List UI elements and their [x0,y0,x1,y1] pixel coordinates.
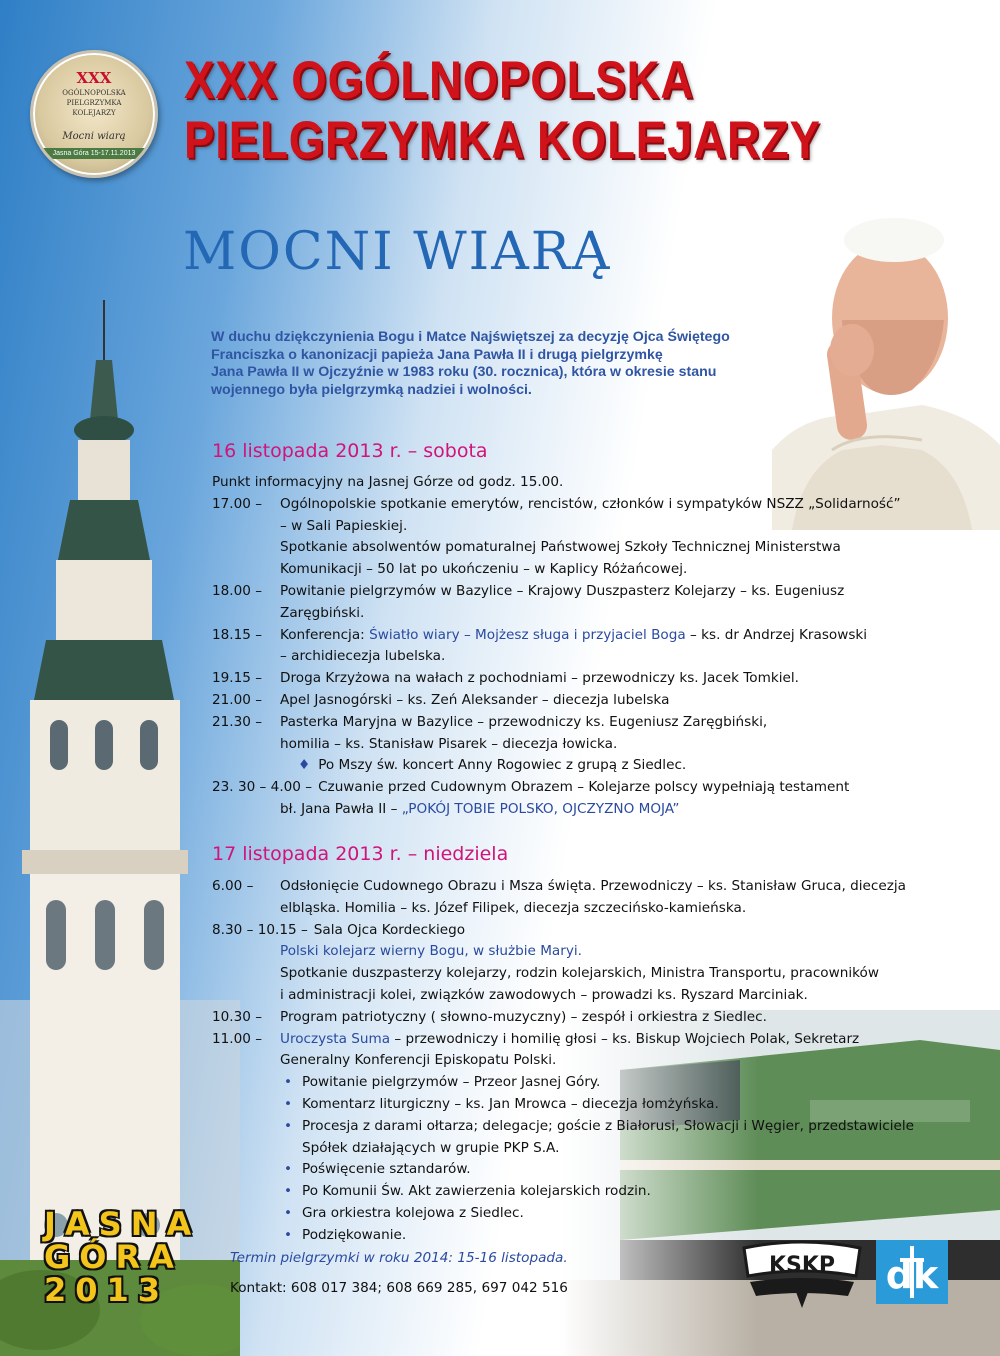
motto: MOCNI WIARĄ [183,222,612,282]
badge-roman: XXX [76,69,112,87]
schedule-item [212,920,992,942]
item-text: Czuwanie przed Cudownym Obrazem – Kolejarze polscy wypełniają testament [318,779,850,796]
item-cont: Spotkanie duszpasterzy kolejarzy, rodzin kolejarskich, Ministra Transportu, pracowników [280,965,879,982]
item-post: – przewodniczy i homilię głosi – ks. Biskup Wojciech Polak, Sekretarz [390,1030,860,1047]
item-cont: Zaręgbiński. [280,604,365,621]
item-time: 21.30 – [212,713,263,730]
item-time: 11.00 – [212,1030,263,1047]
item-text: Pasterka Maryjna w Bazylice – przewodniczy ks. Eugeniusz Zaręgbiński, [280,713,768,730]
item-text: Ogólnopolskie spotkanie emerytów, rencistów, członków i sympatyków NSZZ „Solidarność” [280,495,901,512]
item-time: 6.00 – [212,878,254,894]
concert-text: Po Mszy św. koncert Anny Rogowiec z grupą z Siedlec. [318,757,687,774]
day1-schedule [212,472,992,821]
bullet-item [212,1203,992,1225]
item-pre: Konferencja: [280,626,370,643]
kskp-logo-text: KSKP [768,1253,836,1278]
item-text: Apel Jasnogórski – ks. Zeń Aleksander – diecezja lubelska [280,691,670,708]
bullet-text: Po Komunii Św. Akt zawierzenia kolejarskich rodzin. [302,1183,651,1200]
item-highlight: Polski kolejarz wierny Bogu, w służbie Maryi. [280,943,582,960]
bullet-cont: Spółek działających w grupie PKP S.A. [302,1139,560,1156]
intro-line: W duchu dziękczynienia Bogu i Matce Najświętszej za decyzję Ojca Świętego [211,329,730,345]
bullet-text: Podziękowanie. [302,1226,407,1243]
item-time: 19.15 – [212,670,263,687]
item-text: Odsłonięcie Cudownego Obrazu i Msza święta. Przewodniczy – ks. Stanisław Gruca, diecezja [280,878,906,894]
item-time: 18.00 – [212,582,263,599]
item-cont [212,755,992,777]
schedule-item [212,625,992,647]
bullet-text: Gra orkiestra kolejowa z Siedlec. [302,1204,524,1221]
intro-line: Franciszka o kanonizacji papieża Jana Pawła II i drugą pielgrzymkę [211,346,663,363]
item-time: 8.30 – 10.15 – [212,921,308,938]
badge-line3: KOLEJARZY [72,109,116,117]
contact-phones: Kontakt: 608 017 384; 608 669 285, 697 042 516 [230,1280,568,1296]
item-cont [212,799,992,821]
next-year-dates: Termin pielgrzymki w roku 2014: 15-16 listopada. [230,1250,568,1266]
badge-line1: OGÓLNOPOLSKA [62,89,126,97]
bullet-item [212,1225,992,1247]
day2-schedule [212,876,992,1247]
day2-heading: 17 listopada 2013 r. – niedziela [212,843,509,865]
bullet-text: Komentarz liturgiczny – ks. Jan Mrowca – diecezja łomżyńska. [302,1095,719,1112]
bullet-icon: • [284,1074,293,1091]
schedule-item [212,581,992,603]
bullet-text: Procesja z darami ołtarza; delegacje; goście z Białorusi, Słowacji i Węgier, przedstawiciele [302,1117,914,1134]
bullet-item [212,1094,992,1116]
dk-logo [876,1240,948,1304]
schedule-item [212,712,992,734]
schedule-item [212,1007,992,1029]
bullet-icon: • [284,1117,293,1134]
item-cont: elbląska. Homilia – ks. Józef Filipek, diecezja szczecińsko-kamieńska. [280,899,747,916]
pilgrimage-badge [30,50,158,178]
diamond-bullet-icon: ♦ [298,757,311,774]
schedule-item [212,668,992,690]
schedule-item [212,876,992,898]
badge-place-date: Jasna Góra 15-17.11.2013 [33,148,155,159]
item-time: 21.00 – [212,691,263,708]
item-time: 23. 30 – 4.00 – [212,779,313,796]
item-cont: Generalny Konferencji Episkopatu Polski. [280,1052,557,1069]
item-time: 18.15 – [212,626,263,643]
bullet-icon: • [284,1226,293,1243]
item-cont: Komunikacji – 50 lat po ukończeniu – w Kaplicy Różańcowej. [280,561,688,578]
bullet-item [212,1181,992,1203]
day1-heading: 16 listopada 2013 r. – sobota [212,440,488,462]
item-cont: homilia – ks. Stanisław Pisarek – diecezja łowicka. [280,735,618,752]
badge-motto: Mocni wiarą [62,131,126,142]
title-line1: XXX OGÓLNOPOLSKA [184,51,695,110]
bullet-item [212,1159,992,1181]
bullet-item [212,1072,992,1094]
bullet-icon: • [284,1161,293,1178]
schedule-item [212,1029,992,1051]
bullet-icon: • [284,1095,293,1112]
item-text: Droga Krzyżowa na wałach z pochodniami – przewodniczy ks. Jacek Tomkiel. [280,670,799,687]
item-time: 17.00 – [212,495,263,512]
jasna-gora-tower [0,300,240,1356]
schedule-item [212,690,992,712]
item-cont: i administracji kolei, związków zawodowych – prowadzi ks. Ryszard Marciniak. [280,986,808,1003]
bullet-icon: • [284,1183,293,1200]
item-cont: Spotkanie absolwentów pomaturalnej Państwowej Szkoły Technicznej Ministerstwa [280,539,841,556]
bullet-text: Poświęcenie sztandarów. [302,1161,471,1178]
intro-text [211,329,821,399]
item-time: 10.30 – [212,1008,263,1025]
item-text: Powitanie pielgrzymów w Bazylice – Krajowy Duszpasterz Kolejarzy – ks. Eugeniusz [280,582,845,599]
item-text: Program patriotyczny ( słowno-muzyczny) – zespół i orkiestra z Siedlec. [280,1008,767,1025]
intro-line: Jana Pawła II w Ojczyźnie w 1983 roku (30. rocznica), która w okresie stanu [211,364,717,380]
schedule-item [212,777,992,799]
item-text: Sala Ojca Kordeckiego [313,921,466,938]
suma-title: Uroczysta Suma [280,1030,391,1047]
item-pre: bł. Jana Pawła II – [280,800,402,817]
schedule-item [212,494,992,516]
item-post: – ks. dr Andrzej Krasowski [685,626,868,643]
bullet-item [212,1116,992,1138]
dk-logo-mark [876,1240,948,1304]
testament-quote: „POKÓJ TOBIE POLSKO, OJCZYZNO MOJA” [401,800,680,817]
item-cont: – archidiecezja lubelska. [280,648,446,665]
dk-logo-text: dk [885,1253,939,1297]
jasna-gora-2013-logo: JASNA GÓRA 2013 [44,1205,201,1309]
intro-line: wojennego była pielgrzymką nadziei i wolności. [211,381,532,398]
kskp-logo [740,1240,864,1310]
conference-title: Światło wiary – Mojżesz sługa i przyjaciel Boga [369,626,686,643]
info-line: Punkt informacyjny na Jasnej Górze od godz. 15.00. [212,474,564,490]
title-line2: PIELGRZYMKA KOLEJARZY [184,111,821,170]
bullet-text: Powitanie pielgrzymów – Przeor Jasnej Góry. [302,1074,601,1091]
badge-line2: PIELGRZYMKA [66,99,122,107]
bullet-icon: • [284,1204,293,1221]
item-cont: – w Sali Papieskiej. [280,517,408,534]
